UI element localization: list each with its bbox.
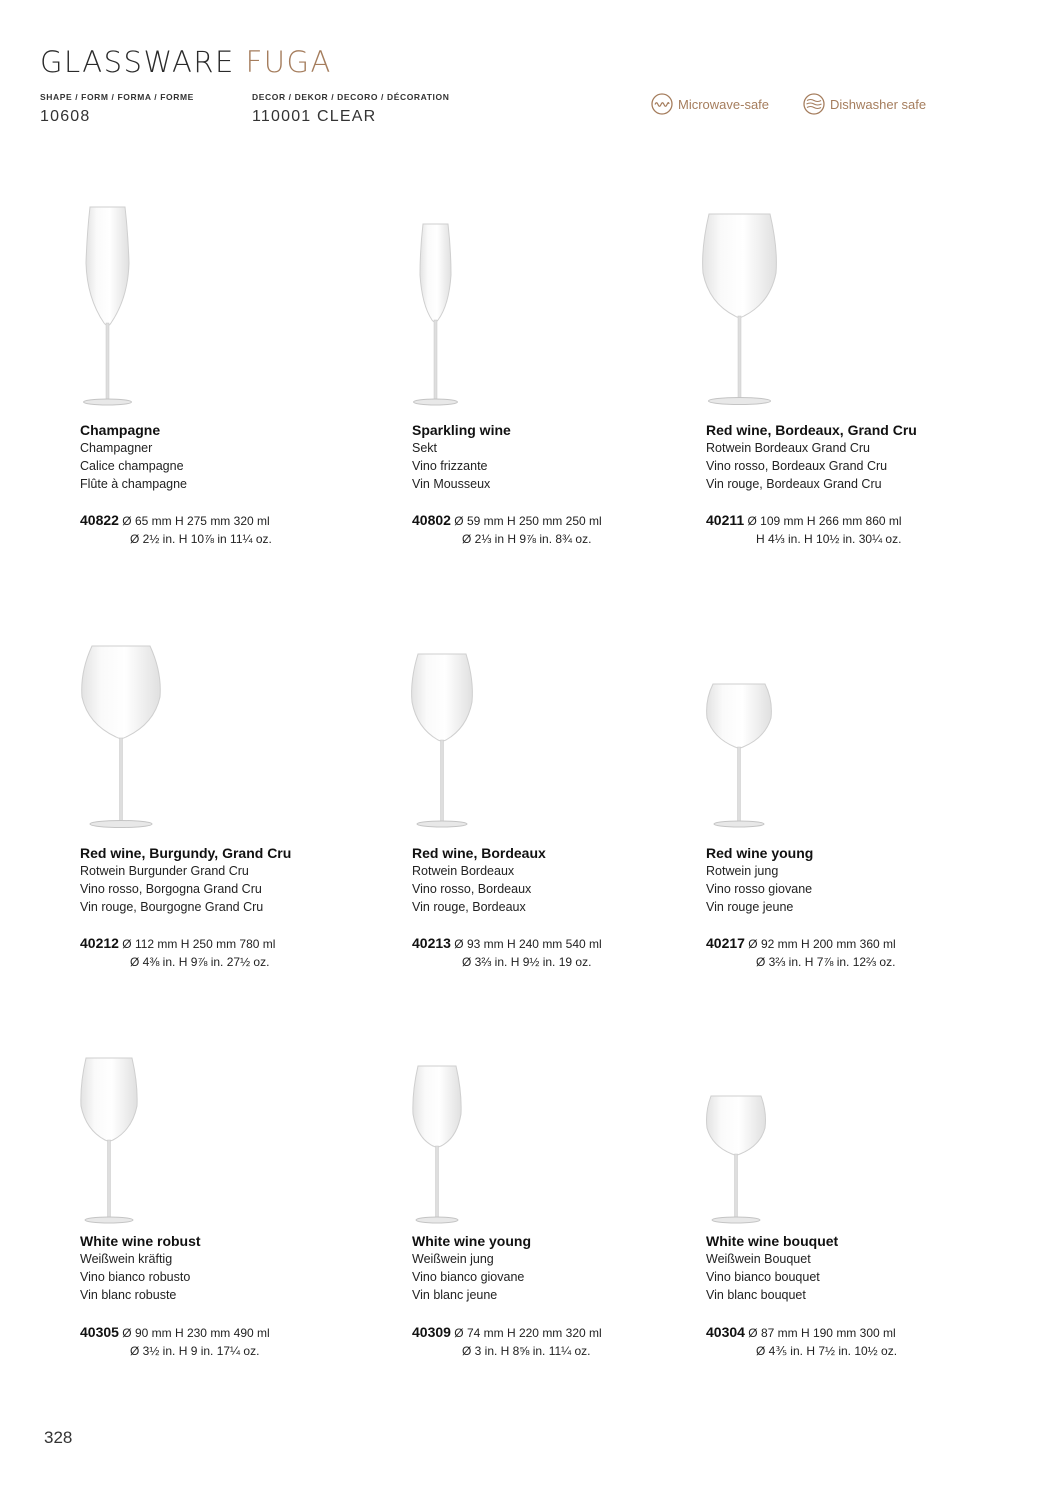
product-name-fr: Vin rouge jeune (706, 900, 794, 914)
product-9-text (706, 1232, 838, 1304)
product-code: 40304 (706, 1324, 745, 1340)
product-code: 40822 (80, 512, 119, 528)
product-1-specs (80, 511, 272, 548)
imperial-specs: Ø 3½ in. H 9 in. 17¼ oz. (130, 1344, 260, 1358)
product-1-text (80, 421, 187, 493)
product-2-text (412, 421, 511, 493)
product-name-de: Rotwein Bordeaux (412, 864, 515, 878)
metric-specs: Ø 90 mm H 230 mm 490 ml (122, 1326, 270, 1340)
metric-specs: Ø 59 mm H 250 mm 250 ml (454, 514, 602, 528)
product-code: 40211 (706, 512, 745, 528)
product-name-de: Weißwein kräftig (80, 1252, 173, 1266)
product-name-fr: Vin rouge, Bordeaux Grand Cru (706, 477, 882, 491)
product-code: 40212 (80, 935, 119, 951)
shape-label: SHAPE / FORM / FORMA / FORME (40, 92, 194, 102)
product-name-it: Vino bianco robusto (80, 1270, 191, 1284)
page-title (40, 44, 332, 80)
dishwasher-icon (803, 93, 825, 115)
product-name-it: Vino rosso, Bordeaux (412, 882, 532, 896)
decor-value: 110001 CLEAR (252, 108, 377, 125)
product-8-specs (412, 1323, 602, 1360)
product-name-it: Calice champagne (80, 459, 184, 473)
product-4-specs (80, 934, 275, 971)
burgundy-grand-cru-glass-image (78, 642, 164, 830)
microwave-icon (651, 93, 673, 115)
imperial-specs: Ø 3⅔ in. H 9½ in. 19 oz. (462, 955, 592, 969)
white-wine-bouquet-glass-image (703, 1092, 769, 1226)
product-name-de: Champagner (80, 441, 153, 455)
metric-specs: Ø 112 mm H 250 mm 780 ml (122, 937, 276, 951)
product-name-it: Vino frizzante (412, 459, 488, 473)
imperial-specs: Ø 3⅔ in. H 7⅞ in. 12⅔ oz. (756, 955, 896, 969)
product-3-specs (706, 511, 902, 548)
white-wine-robust-glass-image (77, 1054, 141, 1226)
title-accent: FUGA (245, 45, 332, 79)
product-6-specs (706, 934, 896, 971)
imperial-specs: Ø 4⅗ in. H 7½ in. 10½ oz. (756, 1344, 898, 1358)
product-name-fr: Flûte à champagne (80, 477, 188, 491)
product-name: Champagne (80, 422, 161, 438)
product-code: 40217 (706, 935, 745, 951)
product-name-de: Sekt (412, 441, 438, 455)
microwave-label: Microwave-safe (678, 96, 770, 112)
product-6-text (706, 844, 813, 916)
product-9-specs (706, 1323, 897, 1360)
product-name: Sparkling wine (412, 422, 511, 438)
bordeaux-glass-image (407, 650, 477, 830)
product-name-de: Rotwein Burgunder Grand Cru (80, 864, 249, 878)
product-name: White wine young (412, 1233, 531, 1249)
imperial-specs: H 4⅓ in. H 10½ in. 30¼ oz. (756, 532, 902, 546)
product-name-de: Rotwein jung (706, 864, 779, 878)
product-name-fr: Vin blanc jeune (412, 1288, 498, 1302)
page-number: 328 (44, 1428, 73, 1447)
imperial-specs: Ø 2⅓ in H 9⅞ in. 8¾ oz. (462, 532, 592, 546)
metric-specs: Ø 74 mm H 220 mm 320 ml (454, 1326, 602, 1340)
metric-specs: Ø 109 mm H 266 mm 860 ml (747, 514, 902, 528)
product-name: Red wine, Bordeaux, Grand Cru (706, 422, 917, 438)
product-name-de: Rotwein Bordeaux Grand Cru (706, 441, 870, 455)
product-name: White wine robust (80, 1233, 201, 1249)
product-code: 40213 (412, 935, 451, 951)
red-wine-young-glass-image (703, 680, 775, 830)
title-main: GLASSWARE (40, 45, 235, 79)
product-4-text (80, 844, 291, 916)
product-7-specs (80, 1323, 270, 1360)
bordeaux-grand-cru-glass-image (697, 208, 782, 408)
product-5-text (412, 844, 546, 916)
metric-specs: Ø 92 mm H 200 mm 360 ml (748, 937, 896, 951)
product-name: Red wine young (706, 845, 814, 861)
product-8-text (412, 1232, 531, 1304)
product-7-text (80, 1232, 201, 1304)
dishwasher-label: Dishwasher safe (830, 96, 927, 112)
product-code: 40802 (412, 512, 451, 528)
product-name-it: Vino rosso giovane (706, 882, 813, 896)
metric-specs: Ø 65 mm H 275 mm 320 ml (122, 514, 270, 528)
product-name: White wine bouquet (706, 1233, 839, 1249)
decor-label: DECOR / DEKOR / DECORO / DÉCORATION (252, 92, 450, 102)
product-name-it: Vino bianco giovane (412, 1270, 525, 1284)
shape-block (40, 91, 194, 128)
sparkling-wine-glass-image (407, 220, 464, 408)
product-name: Red wine, Bordeaux (412, 845, 546, 861)
imperial-specs: Ø 3 in. H 8⅝ in. 11¼ oz. (462, 1344, 591, 1358)
product-code: 40305 (80, 1324, 119, 1340)
product-name-fr: Vin blanc robuste (80, 1288, 177, 1302)
product-5-specs (412, 934, 602, 971)
product-name-fr: Vin blanc bouquet (706, 1288, 806, 1302)
product-code: 40309 (412, 1324, 451, 1340)
product-name-it: Vino rosso, Bordeaux Grand Cru (706, 459, 888, 473)
product-name-it: Vino rosso, Borgogna Grand Cru (80, 882, 262, 896)
product-2-specs (412, 511, 602, 548)
metric-specs: Ø 93 mm H 240 mm 540 ml (454, 937, 602, 951)
dishwasher-badge (803, 93, 926, 115)
product-name-de: Weißwein jung (412, 1252, 494, 1266)
white-wine-young-glass-image (408, 1062, 466, 1226)
champagne-glass-image (75, 203, 140, 408)
product-name-fr: Vin rouge, Bordeaux (412, 900, 526, 914)
product-name-de: Weißwein Bouquet (706, 1252, 811, 1266)
imperial-specs: Ø 4⅜ in. H 9⅞ in. 27½ oz. (130, 955, 270, 969)
imperial-specs: Ø 2½ in. H 10⅞ in 11¼ oz. (130, 532, 272, 546)
product-3-text (706, 421, 917, 493)
microwave-badge (651, 93, 769, 115)
shape-value: 10608 (40, 108, 91, 125)
metric-specs: Ø 87 mm H 190 mm 300 ml (748, 1326, 896, 1340)
product-name-it: Vino bianco bouquet (706, 1270, 820, 1284)
product-name: Red wine, Burgundy, Grand Cru (80, 845, 292, 861)
product-name-fr: Vin rouge, Bourgogne Grand Cru (80, 900, 264, 914)
decor-block (252, 91, 449, 128)
product-name-fr: Vin Mousseux (412, 477, 491, 491)
